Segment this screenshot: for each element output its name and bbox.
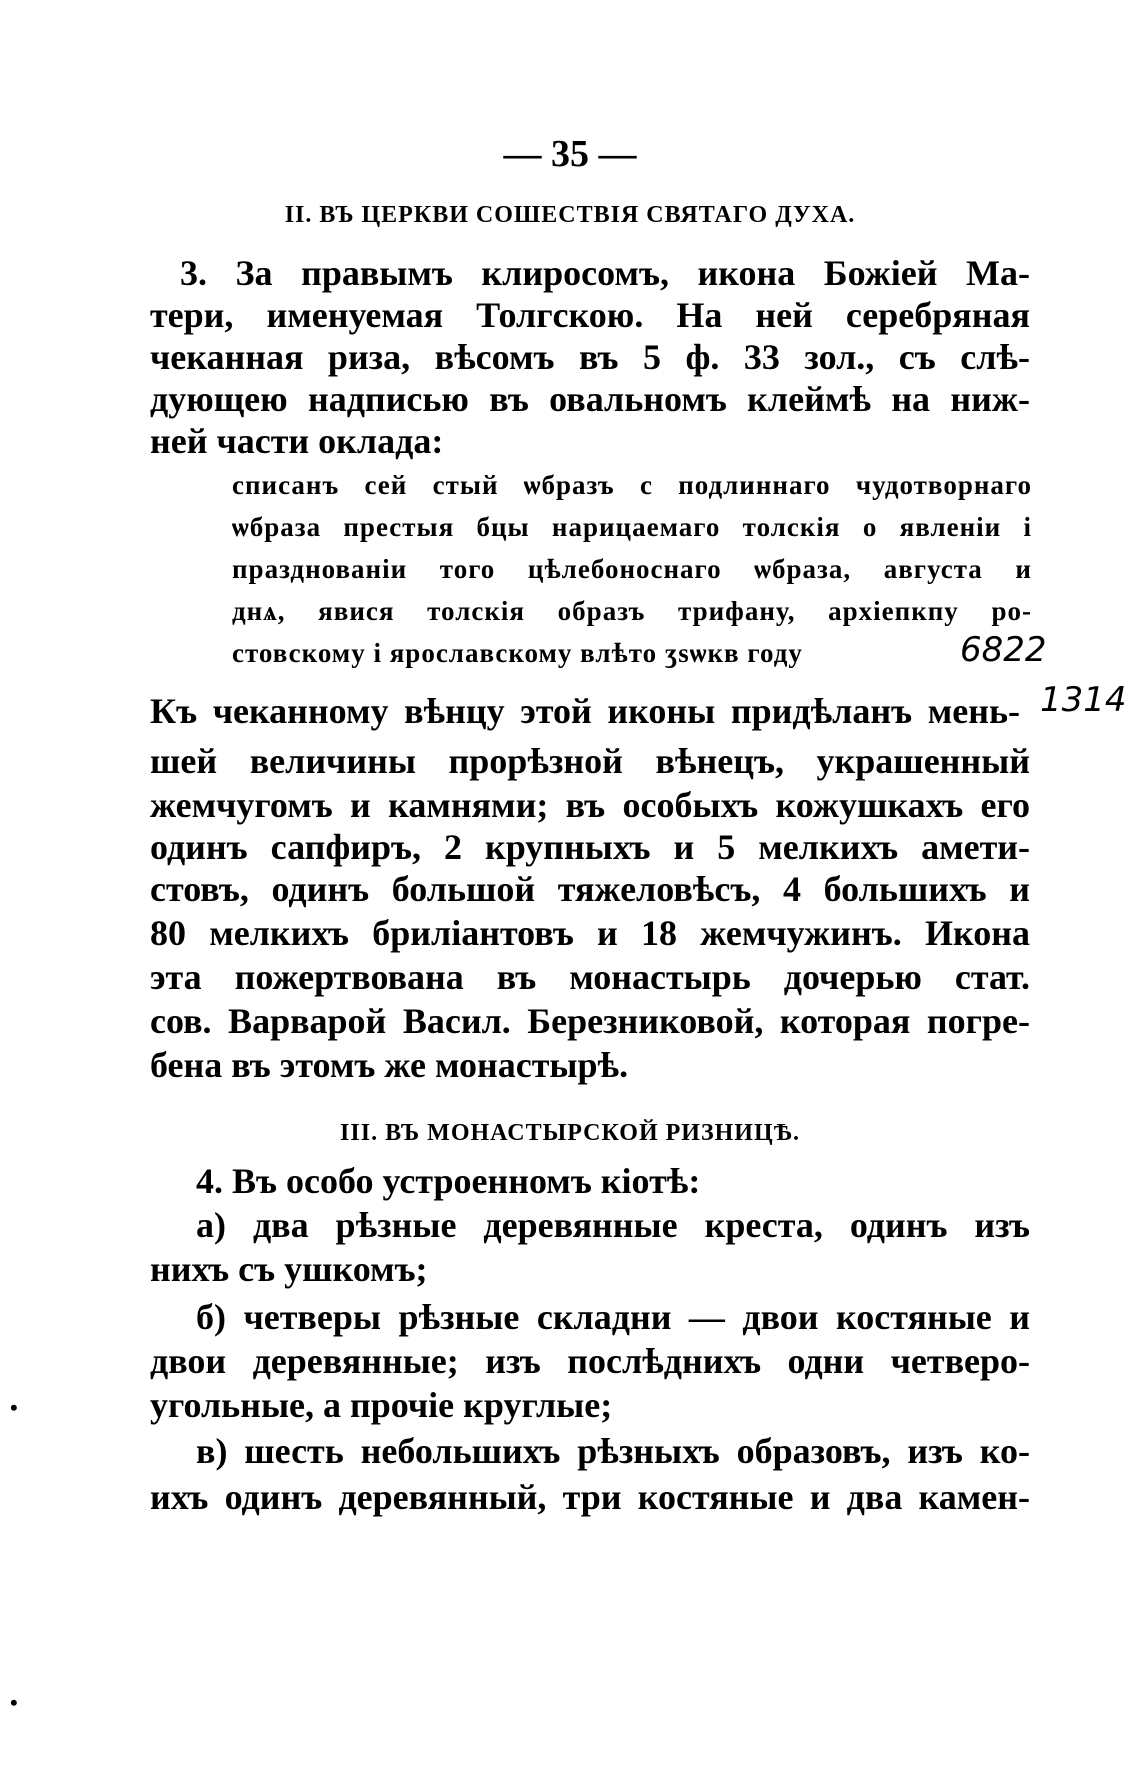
scan-speck: • [10, 1690, 18, 1715]
para3-line-5: ней части оклада: [150, 421, 444, 461]
para4-line-3: нихъ съ ушкомъ; [150, 1249, 428, 1289]
scan-speck: • [10, 1395, 18, 1420]
para4-line-4: б) четверы рѣзные складни — двои костяные и [196, 1297, 1030, 1337]
inscription-line-4: днѧ, явися толскія образъ трифану, архіепкпу ро- [232, 596, 1032, 626]
para3b-line-6: 80 мелкихъ бриліантовъ и 18 жемчужинъ. Икона [150, 913, 1030, 953]
para3b-line-5: стовъ, одинъ большой тяжеловѣсъ, 4 большихъ и [150, 869, 1030, 909]
para3-line-1: 3. За правымъ клиросомъ, икона Божіей Ма- [180, 253, 1030, 293]
inscription-line-1: списанъ сей стый ѡбразъ с подлиннаго чудотворнаго [232, 470, 1032, 500]
para3b-line-3: жемчугомъ и камнями; въ особыхъ кожушкахъ его [150, 785, 1030, 825]
para4-line-5: двои деревянные; изъ послѣднихъ одни четверо- [150, 1341, 1030, 1381]
para4-line-8: ихъ одинъ деревянный, три костяные и два камен- [150, 1477, 1030, 1517]
para3b-line-8: сов. Варварой Васил. Березниковой, которая погре- [150, 1001, 1030, 1041]
para4-line-7: в) шесть небольшихъ рѣзныхъ образовъ, изъ ко- [196, 1431, 1030, 1471]
para3-line-2: тери, именуемая Толгскою. На ней серебряная [150, 295, 1030, 335]
section-heading-3: III. ВЪ МОНАСТЫРСКОЙ РИЗНИЦѢ. [340, 1120, 800, 1146]
para4-line-2: а) два рѣзные деревянные креста, одинъ изъ [196, 1205, 1030, 1245]
para3-line-4: дующею надписью въ овальномъ клеймѣ на ниж- [150, 379, 1030, 419]
handwritten-note-1: 6822 [960, 630, 1047, 670]
inscription-line-2: ѡбраза престыя бцы нарицаемаго толскія о явленіи і [232, 512, 1032, 542]
section-heading-2: II. ВЪ ЦЕРКВИ СОШЕСТВІЯ СВЯТАГО ДУХА. [284, 202, 856, 228]
handwritten-note-2: 1314 [1040, 680, 1127, 720]
para4-line-6: угольные, а прочіе круглые; [150, 1385, 613, 1425]
inscription-line-3: празднованіи того цѣлебоноснаго ѡбраза, августа и [232, 554, 1032, 584]
para3b-line-4: одинъ сапфиръ, 2 крупныхъ и 5 мелкихъ амети- [150, 827, 1030, 867]
para4-line-1: 4. Въ особо устроенномъ кіотѣ: [196, 1161, 701, 1201]
para3b-line-7: эта пожертвована въ монастырь дочерью стат. [150, 957, 1030, 997]
para3b-line-1: Къ чеканному вѣнцу этой иконы придѣланъ мень- [150, 691, 1020, 731]
inscription-line-5: стовскому і ярославскому влѣто ӡѕѡкв году [232, 638, 803, 668]
para3b-line-2: шей величины прорѣзной вѣнецъ, украшенный [150, 741, 1030, 781]
page-number: — 35 — [503, 133, 637, 175]
para3-line-3: чеканная риза, вѣсомъ въ 5 ф. 33 зол., съ слѣ- [150, 337, 1030, 377]
para3b-line-9: бена въ этомъ же монастырѣ. [150, 1045, 629, 1085]
